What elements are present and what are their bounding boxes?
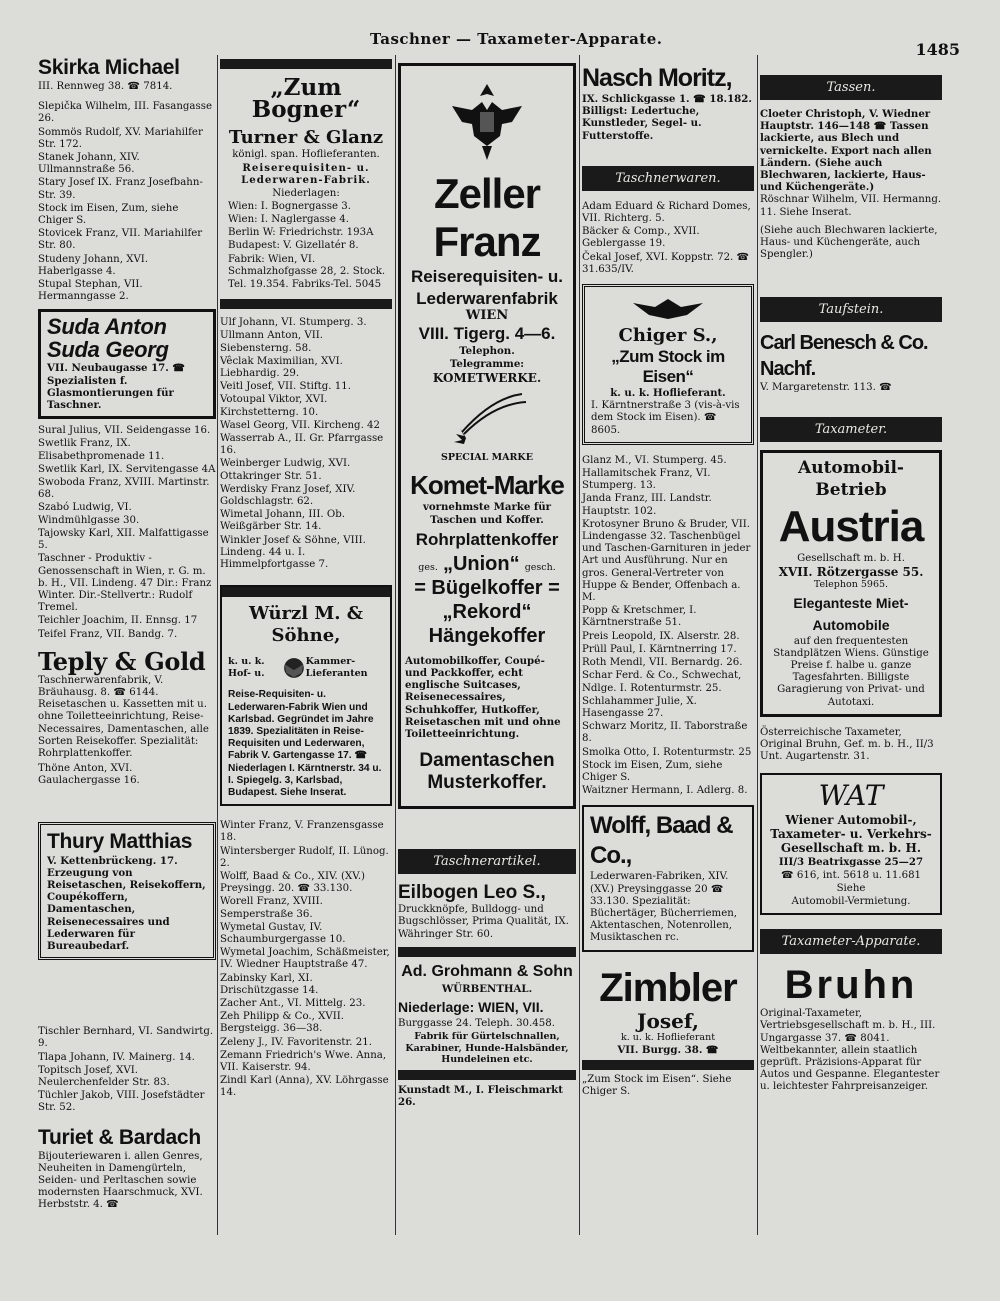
directory-entry: Stock im Eisen, Zum, siehe Chiger S. xyxy=(582,759,723,783)
directory-entry: Wintersberger Rudolf, II. Lünog. 2. xyxy=(220,845,389,869)
directory-entry: Wymetal Gustav, IV. Schaumburgergasse 10. xyxy=(220,921,346,945)
directory-entry: Adam Eduard & Richard Domes, VII. Richterg. 5. xyxy=(582,200,751,225)
ad-bogner-location: Budapest: V. Gizellatér 8. xyxy=(228,240,359,252)
ad-austria-tel: Telephon 5965. xyxy=(813,579,889,591)
black-band xyxy=(220,59,392,69)
black-band xyxy=(220,299,392,309)
directory-entry: Swetlik Karl, IX. Servitengasse 4A xyxy=(38,463,216,475)
directory-entry: Hallamitschek Franz, VI. Stumperg. 13. xyxy=(582,468,711,492)
ad-zeller-tel: Telephon. xyxy=(459,345,515,358)
ad-wolff-text: Lederwaren-Fabriken, XIV. (XV.) Preysinggasse 20 ☎ 33.130. Spezialität: Büchertäger, Bücherriemen, Aktentaschen, Notenrollen, Musiktaschen rc. xyxy=(590,871,738,944)
directory-entry: Tajowsky Karl, XII. Malfattigasse 5. xyxy=(38,527,209,552)
ad-eilbogen-name: Eilbogen Leo S., xyxy=(398,882,546,904)
ad-austria-name: Austria xyxy=(778,501,924,551)
section-bar-tassen: Tassen. xyxy=(760,75,942,100)
ad-wolff-name: Wolff, Baad & Co., xyxy=(590,812,733,870)
directory-entry: Taschner - Produktiv - Genossenschaft in Wien, r. G. m. b. H., VII. Lindeng. 47 Dir.: Franz Winter. Dir.-Stellvertr.: Rudolf Tremel. xyxy=(38,553,212,614)
column-4 xyxy=(582,55,754,1100)
running-header: Taschner — Taxameter-Apparate. xyxy=(370,30,663,48)
directory-entry: Tüchler Jakob, VIII. Josefstädter Str. 52. xyxy=(38,1090,205,1114)
directory-entry: Slepička Wilhelm, III. Fasangasse 26. xyxy=(38,101,212,125)
ad-austria-miet: Eleganteste Miet-Automobile xyxy=(793,594,909,633)
ad-bogner-location: Wien: I. Bognergasse 3. xyxy=(228,200,351,212)
directory-entry: Worell Franz, XVIII. Semperstraße 36. xyxy=(220,896,323,920)
ad-grohmann-niederlage: Niederlage: WIEN, VII. xyxy=(398,998,544,1015)
section-bar-taufstein: Taufstein. xyxy=(760,297,942,322)
ad-bruhn-text: Original-Taxameter, Vertriebsgesellschaft m. b. H., III. Ungargasse 37. ☎ 8041. Weltbekannter, allein staatlich geprüft. Präzisions-Apparat für Autos und Gespanne. Elegantester u. leichtester Fahrpreisanzeiger. xyxy=(760,1008,940,1093)
directory-entry: Sural Julius, VII. Seidengasse 16. xyxy=(38,425,211,437)
section-bar-taschnerwaren: Taschnerwaren. xyxy=(582,166,754,191)
directory-entry: Prüll Paul, I. Kärntnerring 17. xyxy=(582,643,737,655)
ad-bogner-kgl: königl. span. Hoflieferanten. xyxy=(232,149,380,160)
ad-chiger xyxy=(582,284,754,445)
ad-wat-vermietung: Automobil-Vermietung. xyxy=(791,895,911,907)
directory-entry: Janda Franz, III. Landstr. Hauptstr. 102. xyxy=(582,493,712,517)
ad-bogner-fabrik: Reiserequisiten- u. Lederwaren-Fabrik. xyxy=(241,162,371,187)
ad-nasch-text: IX. Schlickgasse 1. ☎ 18.182. Billigst: Ledertuche, Kunstleder, Segel- u. Futterstoffe. xyxy=(582,93,752,142)
entry-thone: Thöne Anton, XVI. Gaulachergasse 16. xyxy=(38,763,140,787)
ad-grohmann-fabrik: Fabrik für Gürtelschnallen, Karabiner, Hunde-Halsbänder, Hundeleinen etc. xyxy=(405,1031,569,1066)
ad-bruhn-name: Bruhn xyxy=(784,963,918,1008)
ad-zeller-address: VIII. Tigerg. 4—6. xyxy=(418,324,556,344)
ad-benesch-address: V. Margaretenstr. 113. ☎ xyxy=(760,382,892,394)
entry-kunstadt: Kunstadt M., I. Fleischmarkt 26. xyxy=(398,1083,563,1108)
directory-entry: Studeny Johann, XVI. Haberlgasse 4. xyxy=(38,253,149,277)
ad-bogner-title: „Zum Bogner“ xyxy=(251,74,361,123)
directory-entry: Swoboda Franz, XVIII. Martinstr. 68. xyxy=(38,477,210,501)
ad-suda-line1: Suda Anton xyxy=(47,314,167,340)
ad-wat xyxy=(760,773,942,915)
ad-zimbler-kuk: k. u. k. Hoflieferant xyxy=(620,1031,716,1043)
column-rule xyxy=(757,55,758,1235)
ad-komet: Komet-Marke xyxy=(410,470,564,501)
directory-entry: Bäcker & Comp., XVII. Geblergasse 19. xyxy=(582,226,700,250)
ad-zimbler-address: VII. Burgg. 38. ☎ xyxy=(617,1044,719,1057)
directory-entry: Schlahammer Julie, X. Hasengasse 27. xyxy=(582,695,697,719)
ad-turiet-text: Bijouteriewaren i. allen Genres, Neuheiten in Damengürteln, Seiden- und Perltaschen sowie modernsten Haarschmuck, XVI. Herbststr. 4. ☎ xyxy=(38,1150,203,1211)
ad-eilbogen-text: Druckknöpfe, Bulldogg- und Bugschlösser, Prima Qualität, IX. Währinger Str. 60. xyxy=(398,904,569,940)
directory-entry: Zemann Friedrich's Wwe. Anna, VII. Kaiserstr. 94. xyxy=(220,1049,387,1073)
directory-entry: Wasel Georg, VII. Kircheng. 42 xyxy=(220,419,381,431)
ad-thury xyxy=(38,822,216,961)
ad-komet-sub: vornehmste Marke für Taschen und Koffer. xyxy=(422,501,552,526)
directory-entry: Preis Leopold, IX. Alserstr. 28. xyxy=(582,630,740,642)
ad-austria-text: auf den frequentesten Standplätzen Wiens. Günstige Preise f. halbe u. ganze Tagesfahrten. Billigste Garagierung von Privat- und Autotaxi. xyxy=(773,635,929,708)
ad-zimbler-stock: „Zum Stock im Eisen“. Siehe Chiger S. xyxy=(582,1074,732,1098)
directory-entry: Winter Franz, V. Franzensgasse 18. xyxy=(220,820,384,844)
ad-union: „Union“ xyxy=(442,552,520,575)
ad-rekord: „Rekord“ xyxy=(442,600,532,623)
directory-entry: Waitzner Hermann, I. Adlerg. 8. xyxy=(582,785,748,797)
directory-entry: Zeh Philipp & Co., XVII. Bergsteigg. 36—38. xyxy=(220,1011,345,1035)
ad-nasch-name: Nasch Moritz, xyxy=(582,64,732,92)
directory-entry: Schar Ferd. & Co., Schwechat, Ndlge. I. Rotenturmstr. 25. xyxy=(582,670,742,694)
ad-zeller-sub1: Reiserequisiten- u. xyxy=(410,267,564,286)
ad-wurzl-name: Würzl M. & Söhne, xyxy=(248,603,364,647)
ad-chiger-sub: „Zum Stock im Eisen“ xyxy=(611,347,725,387)
directory-entry: Winkler Josef & Söhne, VIII. Lindeng. 44 u. I. Himmelpfortgasse 7. xyxy=(220,534,366,571)
directory-entry: Ulf Johann, VI. Stumperg. 3. xyxy=(220,317,367,329)
directory-entry: Zabinsky Karl, XI. Drischützgasse 14. xyxy=(220,972,319,996)
ad-buegel: = Bügelkoffer = xyxy=(414,576,560,599)
column-rule xyxy=(217,55,218,1235)
ad-wurzl xyxy=(220,585,392,806)
ad-austria-gesellschaft: Gesellschaft m. b. H. xyxy=(797,552,905,564)
directory-entry: Stock im Eisen, Zum, siehe Chiger S. xyxy=(38,202,179,227)
directory-entry: Popp & Kretschmer, I. Kärntnerstraße 51. xyxy=(582,605,697,629)
column-rule xyxy=(395,55,396,1235)
section-bar-taxameter-apparate: Taxameter-Apparate. xyxy=(760,929,942,954)
ad-haenge: Hängekoffer xyxy=(428,624,546,647)
ad-zeller-city: WIEN xyxy=(465,308,509,323)
directory-entry: Topitsch Josef, XVI. Neulerchenfelder Str. 83. xyxy=(38,1064,170,1088)
page-number: 1485 xyxy=(915,40,960,59)
black-band xyxy=(398,947,576,957)
ad-skirka-address: III. Rennweg 38. ☎ 7814. xyxy=(38,81,173,92)
directory-entry: Roth Mendl, VII. Bernardg. 26. xyxy=(582,657,743,669)
ad-teply-text: Taschnerwarenfabrik, V. Bräuhausg. 8. ☎ 6144. Reisetaschen u. Kassetten mit u. ohne Toiletteeinrichtung, Reise-Necessaires, Damentaschen, alle Sorten Reisekoffer. Spezialität: Rohrplattenkoffer. xyxy=(38,674,209,759)
directory-entry: Stanek Johann, XIV. Ullmannstraße 56. xyxy=(38,152,140,176)
ad-thury-name: Thury Matthias xyxy=(47,829,193,853)
ad-suda-text: VII. Neubaugasse 17. ☎ Spezialisten f. Glasmontierungen für Taschner. xyxy=(47,362,186,412)
ad-zeller-sub2: Lederwarenfabrik xyxy=(416,289,558,308)
ad-teply-name: Teply & Gold xyxy=(38,646,206,676)
ad-zimbler-first: Josef, xyxy=(637,1008,699,1033)
directory-entry: Stary Josef IX. Franz Josefbahn-Str. 39. xyxy=(38,177,203,201)
ad-grohmann-address: Burggasse 24. Teleph. 30.458. xyxy=(398,1017,555,1029)
ad-austria-head: Automobil-Betrieb xyxy=(798,457,904,500)
ad-zeller-special: SPECIAL MARKE xyxy=(441,451,533,463)
black-band xyxy=(398,1070,576,1080)
ad-bogner-sub: Turner & Glanz xyxy=(228,127,384,148)
directory-entry: Tlapa Johann, IV. Mainerg. 14. xyxy=(38,1051,195,1063)
ad-wurzl-text: Reise-Requisiten- u. Lederwaren-Fabrik Wien und Karlsbad. Gegründet im Jahre 1839. Spezialitäten in Reise-Requisiten und Lederwaren, Fabrik V. Gartengasse 17. ☎ Niederlagen I. Kärntnerstr. 34 u. I. Spiegelg. 3, Karlsbad, Budapest. Siehe Inserat. xyxy=(228,689,382,798)
ad-suda-line2: Suda Georg xyxy=(47,337,169,363)
column-3 xyxy=(398,55,576,1109)
ad-union-row xyxy=(405,553,569,575)
ad-bogner-location: Tel. 19.354. Fabriks-Tel. 5045 xyxy=(228,279,382,291)
ad-bogner-location: Wien: I. Naglergasse 4. xyxy=(228,214,350,226)
directory-entry: Votoupal Viktor, XVI. Kirchstetterng. 10. xyxy=(220,394,328,418)
ad-zeller-telegr: Telegramme: xyxy=(449,358,525,371)
ad-suda xyxy=(38,309,216,419)
ad-austria-address: XVII. Rötzergasse 55. xyxy=(778,564,924,579)
directory-entry: Čekal Josef, XVI. Koppstr. 72. ☎ 31.635/IV. xyxy=(582,251,750,275)
ad-wolff xyxy=(582,805,754,951)
directory-entry: Wasserrab A., II. Gr. Pfarrgasse 16. xyxy=(220,433,384,457)
directory-entry: Weinberger Ludwig, XVI. Ottakringer Str. 51. xyxy=(220,458,351,482)
directory-entry: Szabó Ludwig, VI. Windmühlgasse 30. xyxy=(38,502,140,526)
ad-benesch-name: Carl Benesch & Co. Nachf. xyxy=(760,332,928,381)
tassen-note: (Siehe auch Blechwaren lackierte, Haus- und Küchengeräte, auch Spengler.) xyxy=(760,224,938,261)
directory-entry: Tischler Bernhard, VI. Sandwirtg. 9. xyxy=(38,1026,214,1050)
ad-wurzl-kuk: k. u. k. Hof- u. xyxy=(228,656,265,679)
double-eagle-icon xyxy=(442,76,532,166)
ad-union-pre: ges. xyxy=(418,561,438,573)
ad-grohmann-name: Ad. Grohmann & Sohn xyxy=(401,962,573,980)
ad-wat-name: Wiener Automobil-, Taxameter- u. Verkehrs-Gesellschaft m. b. H. xyxy=(770,813,932,856)
eagle-crest-icon xyxy=(282,651,306,685)
ad-auto-text: Automobilkoffer, Coupé- und Packkoffer, echt englische Suitcases, Reisenecessaires, Schuhkoffer, Hutkoffer, Reisetaschen mit und ohne Toiletteeinrichtung. xyxy=(405,654,561,740)
entry-cloeter: Cloeter Christoph, V. Wiedner Hauptstr. 146—148 ☎ Tassen lackierte, aus Blech und vernickelte. Export nach allen Ländern. (Siehe auch Blechwaren, lackierte, Haus- und Küchengeräte.) xyxy=(760,108,932,194)
directory-entry: Stovicek Franz, VII. Mariahilfer Str. 80. xyxy=(38,228,203,252)
directory-entry: Stupal Stephan, VII. Hermanngasse 2. xyxy=(38,279,143,303)
ad-wurzl-kammer: Kammer-Lieferanten xyxy=(305,656,368,679)
ad-rohr: Rohrplattenkoffer xyxy=(415,529,559,549)
ad-zeller-name: Zeller Franz xyxy=(433,170,541,265)
entry-roeschnar: Röschnar Wilhelm, VII. Hermanng. 11. Siehe Inserat. xyxy=(760,194,942,218)
directory-entry: Wolff, Baad & Co., XIV. (XV.) Preysingg. 20. ☎ 33.130. xyxy=(220,870,366,895)
section-bar-taxameter: Taxameter. xyxy=(760,417,942,442)
entry-oesterreichische: Österreichische Taxameter, Original Bruhn, Gef. m. b. H., II/3 Unt. Augartenstr. 31. xyxy=(760,726,934,763)
comet-logo-icon xyxy=(442,388,532,448)
directory-entry: Schwarz Moritz, II. Taborstraße 8. xyxy=(582,721,748,745)
directory-entry: Ullmann Anton, VII. Siebensterng. 58. xyxy=(220,330,324,354)
ad-bogner-niederlagen: Niederlagen: xyxy=(272,187,340,199)
ad-bogner-location: Berlin W: Friedrichstr. 193A xyxy=(228,227,374,239)
directory-entry: Sommös Rudolf, XV. Mariahilfer Str. 172. xyxy=(38,126,203,150)
directory-entry: Smolka Otto, I. Rotenturmstr. 25 xyxy=(582,746,752,758)
ad-turiet-name: Turiet & Bardach xyxy=(38,1125,201,1149)
ad-skirka-name: Skirka Michael xyxy=(38,56,180,79)
column-5 xyxy=(760,55,942,1095)
ad-zimbler-name: Zimbler xyxy=(599,965,737,1010)
ad-wat-address: III/3 Beatrixgasse 25—27 xyxy=(778,856,924,869)
directory-entry: Glanz M., VI. Stumperg. 45. xyxy=(582,454,727,466)
ad-grohmann-city: WÜRBENTHAL. xyxy=(441,982,533,995)
column-2 xyxy=(220,55,392,1101)
directory-entry: Zacher Ant., VI. Mittelg. 23. xyxy=(220,997,366,1009)
column-1 xyxy=(38,55,216,1213)
directory-entry: Swetlik Franz, IX. Elisabethpromenade 11. xyxy=(38,438,165,462)
ad-damen: Damentaschen xyxy=(419,750,555,772)
column-rule xyxy=(579,55,580,1235)
directory-entry: Zeleny J., IV. Favoritenstr. 21. xyxy=(220,1036,372,1048)
black-band xyxy=(582,1060,754,1070)
ad-bogner-location: Fabrik: Wien, VI. Schmalzhofgasse 28, 2. Stock. xyxy=(228,253,386,277)
directory-entry: Zindl Karl (Anna), XV. Löhrgasse 14. xyxy=(220,1075,389,1099)
ad-union-post: gesch. xyxy=(524,561,556,573)
ad-chiger-name: Chiger S., xyxy=(618,325,718,347)
ad-chiger-text: I. Kärntnerstraße 3 (vis-à-vis dem Stock im Eisen). ☎ 8605. xyxy=(591,400,740,436)
ad-austria xyxy=(760,450,942,717)
ad-wat-tel: ☎ 616, int. 5618 u. 11.681 xyxy=(780,869,922,881)
ad-wat-siehe: Siehe xyxy=(836,882,866,894)
directory-entry: Krotosyner Bruno & Bruder, VII. Lindengasse 32. Taschenbügel und Taschen-Garnituren in jeder Art und Ausführung. Nur en gros. General-Vertreter von Huppe & Bender, Offenbach a. M. xyxy=(582,518,751,604)
eagle-crest-icon xyxy=(631,295,705,321)
ad-muster: Musterkoffer. xyxy=(427,772,547,794)
directory-entry: Vêclak Maximilian, XVI. Liebhardig. 29. xyxy=(220,355,343,380)
ad-thury-text: V. Kettenbrückeng. 17. Erzeugung von Reisetaschen, Reisekoffern, Coupékoffern, Damentaschen, Reisenecessaires und Lederwaren für Bureaubedarf. xyxy=(47,854,206,952)
ad-wurzl-crest-row xyxy=(228,651,384,685)
black-band xyxy=(222,587,390,597)
directory-entry: Wymetal Joachim, Schäßmeister, IV. Wiedner Hauptstraße 47. xyxy=(220,947,390,971)
directory-entry: Teifel Franz, VII. Bandg. 7. xyxy=(38,628,178,640)
ad-chiger-kuk: k. u. k. Hoflieferant. xyxy=(610,387,726,400)
section-bar-taschnerartikel: Taschnerartikel. xyxy=(398,849,576,874)
ad-zeller xyxy=(398,63,576,809)
directory-entry: Veitl Josef, VII. Stiftg. 11. xyxy=(220,381,351,393)
directory-entry: Werdisky Franz Josef, XIV. Goldschlagstr. 62. xyxy=(220,483,356,508)
directory-entry: Teichler Joachim, II. Ennsg. 17 xyxy=(38,615,198,627)
wat-monogram-logo: WAT xyxy=(818,779,884,813)
directory-entry: Wimetal Johann, III. Ob. Weißgärber Str. 14. xyxy=(220,509,346,533)
ad-zeller-telegr-word: KOMETWERKE. xyxy=(432,370,542,385)
